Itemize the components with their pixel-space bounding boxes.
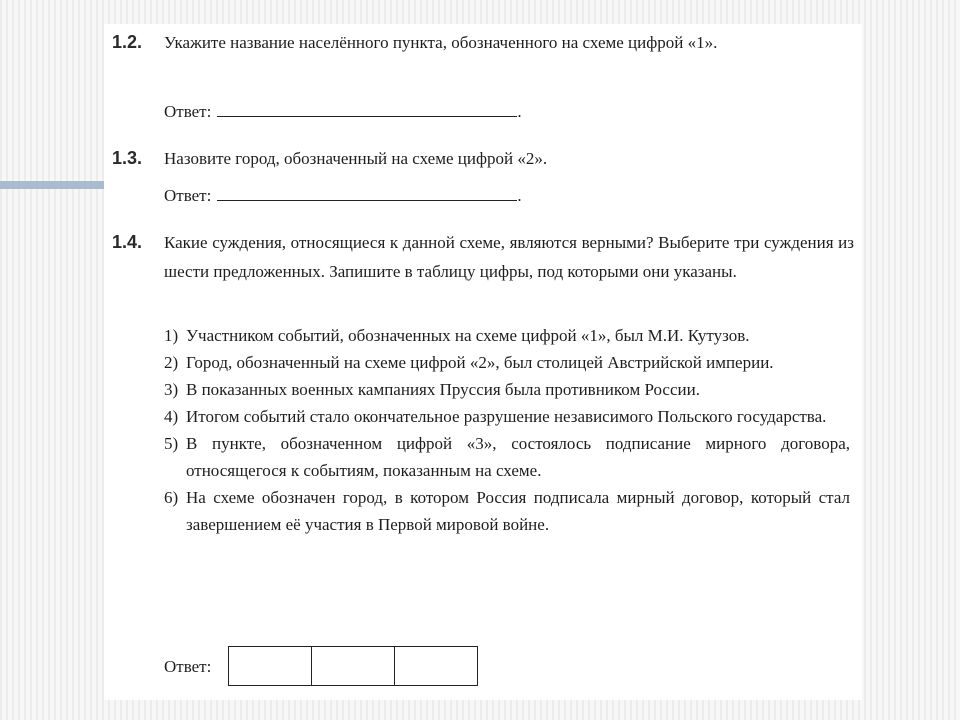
- question-number: 1.3.: [112, 148, 143, 168]
- answer-field-1-3[interactable]: [164, 184, 522, 206]
- option-number: 3): [164, 380, 179, 399]
- option-item: [164, 349, 850, 376]
- question-text: Назовите город, обозначенный на схеме цифрой «2».: [164, 149, 548, 168]
- question-1-2: [112, 28, 854, 57]
- option-item: [164, 322, 850, 349]
- option-number: 5): [164, 434, 179, 453]
- option-text: Итогом событий стало окончательное разрушение независимого Польского государства.: [186, 407, 827, 426]
- question-1-3: [112, 144, 854, 173]
- option-text: Город, обозначенный на схеме цифрой «2», был столицей Австрийской империи.: [186, 353, 774, 372]
- answer-label: Ответ:: [164, 102, 212, 121]
- options-list: [164, 322, 850, 538]
- answer-end: .: [517, 186, 522, 205]
- option-number: 1): [164, 326, 179, 345]
- option-item: [164, 403, 850, 430]
- worksheet-page: [104, 24, 862, 700]
- answer-field-1-2[interactable]: [164, 100, 522, 122]
- option-number: 4): [164, 407, 179, 426]
- option-item: [164, 484, 850, 538]
- option-number: 6): [164, 488, 179, 507]
- answer-cell-1[interactable]: [229, 647, 312, 686]
- answer-cell-2[interactable]: [312, 647, 395, 686]
- answer-table: [228, 646, 478, 686]
- question-1-4: [112, 228, 854, 286]
- answer-line[interactable]: [217, 184, 517, 201]
- question-text: Укажите название населённого пункта, обозначенного на схеме цифрой «1».: [164, 33, 718, 52]
- question-number: 1.2.: [112, 32, 143, 52]
- answer-label: Ответ:: [164, 186, 212, 205]
- answer-line[interactable]: [217, 100, 517, 117]
- option-item: [164, 376, 850, 403]
- answer-end: .: [517, 102, 522, 121]
- answer-cell-3[interactable]: [395, 647, 478, 686]
- option-number: 2): [164, 353, 179, 372]
- question-number: 1.4.: [112, 232, 143, 252]
- option-item: [164, 430, 850, 484]
- option-text: Участником событий, обозначенных на схеме цифрой «1», был М.И. Кутузов.: [186, 326, 750, 345]
- option-text: В пункте, обозначенном цифрой «3», состоялось подписание мирного договора, относящегося к событиям, показанным на схеме.: [186, 434, 850, 480]
- question-text: Какие суждения, относящиеся к данной схеме, являются верными? Выберите три суждения из шести предложенных. Запишите в таблицу цифры, под которыми они указаны.: [164, 233, 854, 281]
- decorative-bar: [0, 181, 104, 189]
- answer-label: Ответ:: [164, 657, 212, 676]
- option-text: На схеме обозначен город, в котором Россия подписала мирный договор, который стал завершением её участия в Первой мировой войне.: [186, 488, 850, 534]
- option-text: В показанных военных кампаниях Пруссия была противником России.: [186, 380, 700, 399]
